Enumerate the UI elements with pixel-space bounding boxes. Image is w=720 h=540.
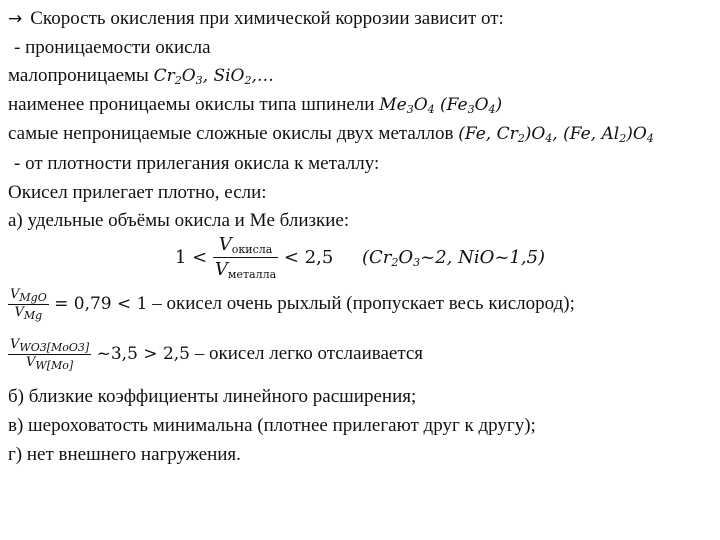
wo3-fraction: $\frac{V_{WO3[MoO3]}}{V_{W[Mo]}}$ bbox=[10, 337, 90, 372]
formula-mgo: $\frac{V_{MgO}}{V_{Mg}}$ = 0,79 < 1 – окисел очень рыхлый (пропускает весь кислород); bbox=[10, 287, 575, 322]
wo3-text: – окисел легко отслаивается bbox=[190, 343, 424, 364]
line-condition-b: б) близкие коэффициенты линейного расширения; bbox=[8, 386, 417, 407]
formula-wo3: $\frac{V_{WO3[MoO3]}}{V_{W[Mo]}}$ ~3,5 > 2,5 – окисел легко отслаивается bbox=[10, 337, 424, 372]
formula-volume-ratio: 1 < $\frac{V_{окисла}}{V_{металла}}$ < 2,5 ($Cr_2O_3\sim 2$, NiO~1,5) bbox=[174, 234, 546, 281]
mgo-text: – окисел очень рыхлый (пропускает весь кислород); bbox=[147, 293, 575, 314]
complex-oxides-formula: (Fe, $Cr_2)O_4$, (Fe, $Al_2)O_4$ bbox=[458, 124, 654, 145]
line-condition-v: в) шероховатость минимальна (плотнее прилегают друг к другу); bbox=[8, 415, 536, 436]
line-adheres: Окисел прилегает плотно, если: bbox=[8, 182, 267, 203]
line-spinel bbox=[8, 95, 502, 115]
line-low-permeable bbox=[8, 66, 274, 86]
spinel-text: наименее проницаемы окислы типа шпинели bbox=[8, 94, 375, 115]
arrow-right-icon: → bbox=[8, 9, 23, 29]
volume-examples: ($Cr_2O_3\sim 2$, NiO~1,5) bbox=[361, 246, 546, 269]
low-permeable-text: малопроницаемы bbox=[8, 65, 149, 86]
spinel-formula: $Me_3O_4$ $(Fe_3O_4)$ bbox=[379, 95, 503, 116]
line-condition-g: г) нет внешнего нагружения. bbox=[8, 444, 241, 465]
complex-oxides-text: самые непроницаемые сложные окислы двух металлов bbox=[8, 123, 454, 144]
heading-text: Скорость окисления при химической коррозии зависит от: bbox=[30, 8, 504, 29]
line-condition-a: а) удельные объёмы окисла и Me близкие: bbox=[8, 210, 350, 231]
volume-fraction: $\frac{V_{окисла}}{V_{металла}}$ bbox=[214, 234, 277, 281]
line-permeability: - проницаемости окисла bbox=[14, 37, 211, 58]
line-density: - от плотности прилегания окисла к металлу: bbox=[14, 153, 380, 174]
line-complex-oxides bbox=[8, 124, 654, 144]
mgo-fraction: $\frac{V_{MgO}}{V_{Mg}}$ bbox=[10, 287, 47, 322]
low-permeable-formula: $Cr_2O_3$, SiO$_2$,… bbox=[153, 66, 274, 87]
line-heading bbox=[8, 9, 504, 28]
